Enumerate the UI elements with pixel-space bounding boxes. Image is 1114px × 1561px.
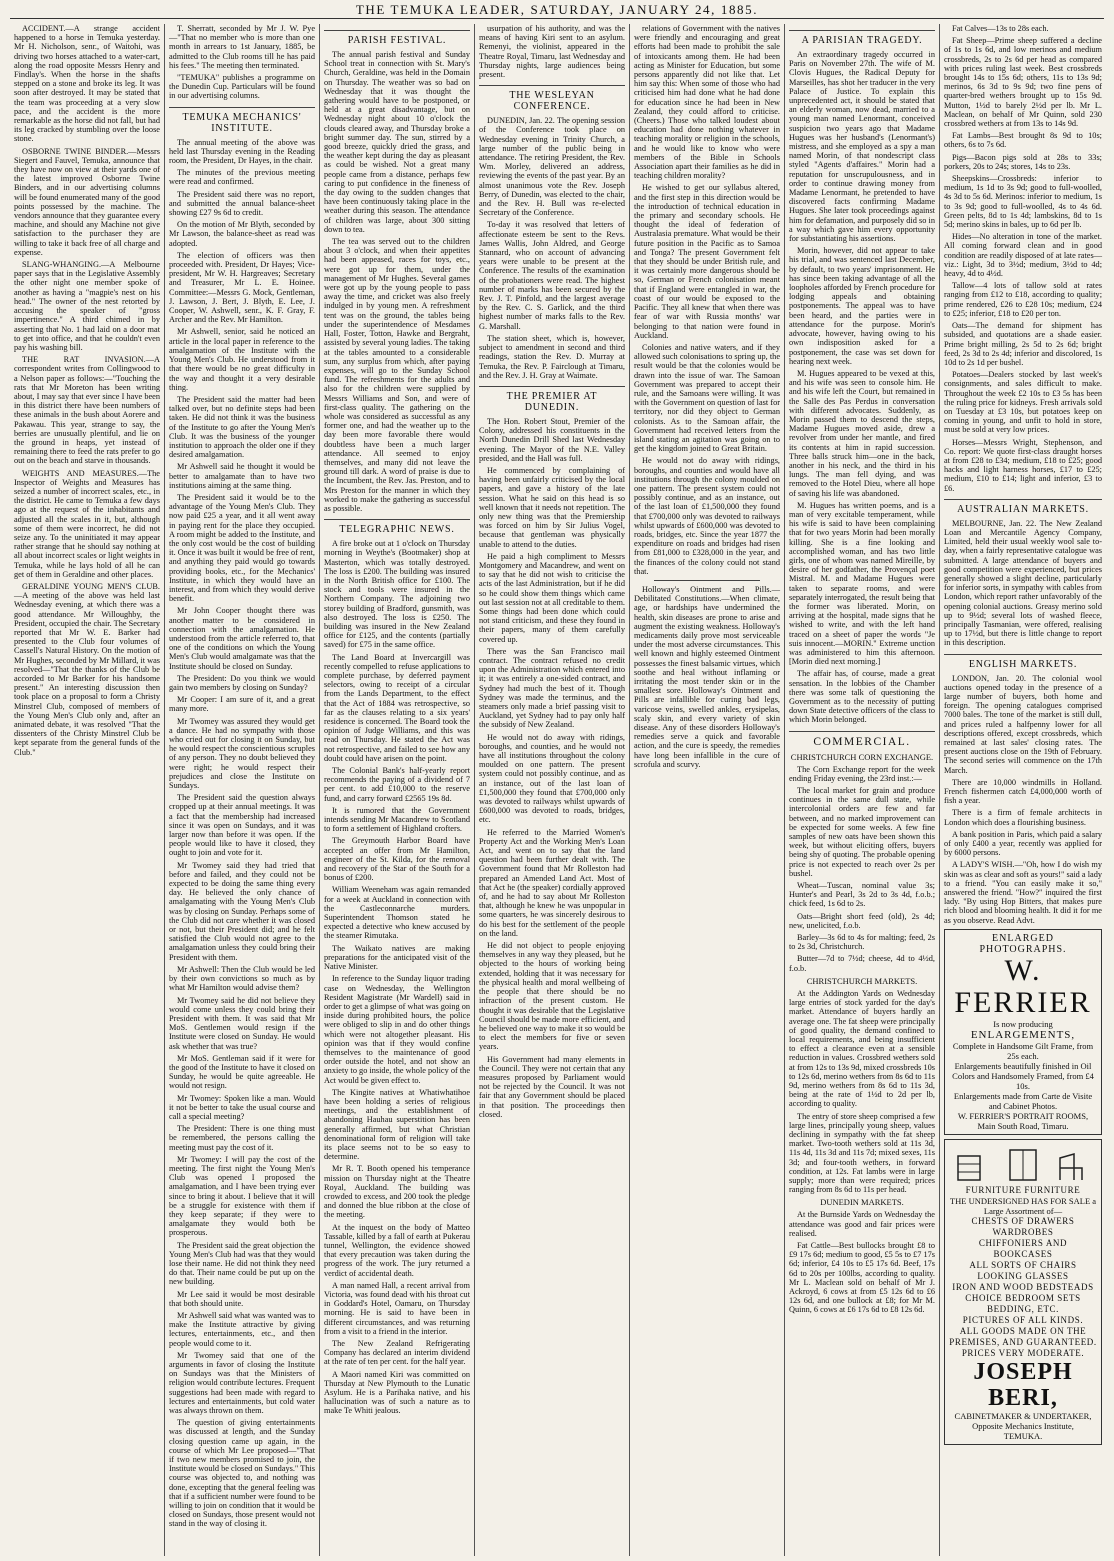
furniture-illustration <box>948 1143 1098 1185</box>
ad-line: Enlargements made from Carte de Visite and Cabinet Photos. <box>953 1090 1093 1111</box>
ad-line: Enlargements beautifully finished in Oil Colors and Handsomely Framed, from £4 10s. <box>952 1060 1094 1091</box>
paragraph: The President said the question always cropped up at their annual meetings. It was a fact that the membership had increased since it was open on Sundays, and it was larger now than before it was open. If the people would like to have it closed, they ought to join and vote for it. <box>169 793 315 858</box>
paragraph: Morin, however, did not appear to take his trial, and was sentenced last December, by default, to two years' imprisonment. He has since been taking advantage of all the loopholes afforded by French procedure for lodging appeals and obtaining postponements. The appeal was to have been heard, and the parties were in attendance for the purpose. Morin's advocate, however, having owing to his own indisposition asked for a postponement, the case was set down for hearing next week. <box>789 246 935 366</box>
paragraph: SLANG-WHANGING.—A Melbourne paper says that in the Legislative Assembly the other night one member spoke of another as having a "magpie's nest on his head." The owner of the nest retorted by accusing the speaker of "gross impertinence." A third chimed in by asserting that No. 1 had laid on a door mat to get into office, and that he couldn't even pay his washing bill. <box>14 260 160 352</box>
ad-line: Main South Road, Timaru. <box>977 1120 1069 1131</box>
paragraph: usurpation of his authority, and was the means of having Kiri sent to an asylum. Remenyi, the violinist, appeared in the Theatre Royal, Timaru, last Wednesday and Thursday nights, large audiences being present. <box>479 24 625 80</box>
paragraph: GERALDINE YOUNG MEN'S CLUB.—A meeting of the above was held last Wednesday evening, at which there was a good attendance. Mr Willoughby, the President, occupied the chair. The Secretary reported that Mr W. E. Barker had presented to the Club four volumes of Cassell's Natural History. On the motion of Mr Hughes, seconded by Mr Millard, it was resolved—"That the thanks of the Club be accorded to Mr Barker for his handsome present." An interesting discussion then took place on a proposal to form a Christy Minstrel Club, composed of members of the Young Men's Club only and, after an animated debate, it was resolved "That the dissenters of the Christy Minstrel Club be kept separate from the general funds of the Club." <box>14 581 160 757</box>
ad-line: ENLARGEMENTS, <box>970 1028 1076 1041</box>
ad-guarantee: ALL GOODS MADE ON THE PREMISES, AND GUARANTEED. <box>949 1325 1097 1347</box>
masthead <box>10 2 1104 19</box>
paragraph: Fat Lambs—Best brought 8s 9d to 10s; others, 6s to 7s 6d. <box>944 131 1102 150</box>
paragraph: At the Addington Yards on Wednesday large entries of stock yarded for the day's market. Attendance of buyers hardly an average one. The fat sheep were principally of good quality, the demand confined to local requirements, and being insufficient to effect a clearance even at a sensible reduction in values. Crossbred wethers sold at from 12s to 13s 9d, mixed crossbreds 10s to 12s 6d, merino wethers from 8s 6d to 11s 9d, merino wethers from 8s 6d to 11s 3d, being at the rate of 1½d to 2d per lb, according to quality. <box>789 988 935 1109</box>
paragraph: He wished to get our syllabus altered, and the first step in this direction would be the introduction of technical education in the primary and secondary schools. He thought the ideal of federation of Australasia premature. What would be their future position in the Pacific as to Samoa and Tonga? The present Government felt that they should be under British rule, and it was certainly more dangerous should be so, German or French colonisation meant that if England were entangled in war, the coast of our would be exposed to the Pacific. They all knew that when there was fear of war with Russia months' war belonging to that nation were found in Auckland. <box>634 183 780 340</box>
ad-town: TEMUKA. <box>1003 1430 1043 1441</box>
section-heading: TELEGRAPHIC NEWS. <box>324 519 470 535</box>
paragraph: A fire broke out at 1 o'clock on Thursday morning in Weythe's (Bootmaker) shop at Masterton, which was totally destroyed. The loss is £200. The building was insured in the North British office for £100. The stock and tools were insured in the Northern Company. The adjoining two storey building of Bradford, gunsmith, was also destroyed. The loss is £250. The building was insured in the New Zealand office for £125, and the contents (partially saved) for £75 in the same office. <box>324 539 470 650</box>
ad-prices: PRICES VERY MODERATE. <box>961 1347 1085 1358</box>
paragraph: A Maori named Kiri was committed on Thursday at New Plymouth to the Lunatic Asylum. He is a Parihaka native, and his hallucination was of such a nature as to make Te Whiti jealous. <box>324 1369 470 1416</box>
ad-heading: ENLARGED PHOTOGRAPHS. <box>979 932 1067 955</box>
paragraph: Potatoes—Dealers stocked by last week's consignments, and sales difficult to make. Throughout the week £2 10s to £3 5s has been the ruling price for kidneys. Fresh arrivals sold on Tuesday at £3 10s, but potatoes keep on coming in young, and unfit to hold in store, must be sold at very low prices. <box>944 370 1102 435</box>
paragraph: The President said it would be to the advantage of the Young Men's Club. They now paid £25 a year, and it all went away in paying rent for the place they occupied. A room might be added to the Institute, and the only cost would be the cost of building it. Once it was built it would be free of rent, and anything they paid would go towards providing books, etc., for the Mechanics' Institute, in which they would have an interest, and from which they would derive benefit. <box>169 492 315 604</box>
section-heading: TEMUKA MECHANICS' INSTITUTE. <box>169 107 315 134</box>
paragraph: Fat Calves—13s to 28s each. <box>952 24 1049 33</box>
paragraph: The President said there was no report, and submitted the annual balance-sheet showing £27 9s 6d to credit. <box>169 189 315 218</box>
paragraph: WEIGHTS AND MEASURES.—The Inspector of Weights and Measures has seized a number of incorrect scales, etc., in the district. He came to Temuka a few days ago at the request of the inhabitants and adjusted all the scales in it, but, although some of them were incorrect, he did not seize any. To the uninitiated it may appear rather strange that he should say nothing at all about incorrect scales or light weights in Temuka, while he lays hold of all he can get of them in Geraldine and other places. <box>14 468 160 579</box>
paragraph: Mr Ashwell said he thought it would be better to amalgamate than to have two institutions aiming at the same thing. <box>169 462 315 490</box>
column-5 <box>630 24 785 1556</box>
paragraph: The Greymouth Harbor Board have accepted an offer from Mr Hamilton, engineer of the St. Kilda, for the removal and recovery of the Star of the South for a bonus of £200. <box>324 836 470 883</box>
paragraph: Mr Twomey: I will pay the cost of the meeting. The first night the Young Men's Club was opened I proposed the amalgamation, and I have been trying ever since to bring it about. I believe that it will be a struggle for existence with them if they keep separate; if they were to amalgamate they would both be prosperous. <box>169 1154 315 1238</box>
paragraph: Mr Ashwell said what was wanted was to make the Institute attractive by giving lectures, entertainments, etc., and then people would come to it. <box>169 1311 315 1348</box>
ad-item: ALL SORTS OF CHAIRS <box>969 1259 1077 1270</box>
paragraph: At the inquest on the body of Matteo Tassable, killed by a fall of earth at Pukerau tunnel, Wellington, the evidence showed that every precaution was taken during the progress of the work. The jury returned a verdict of accidental death. <box>324 1222 470 1278</box>
paragraph: Oats—The demand for shipment has subsided, and quotations are a shade easier. Prime bright milling, 2s 5d to 2s 6d; bright feed, 2s 3d to 2s 4d; inferior and discolored, 1s 10d to 2s 1d per bushel. <box>944 321 1102 367</box>
paragraph: Wheat—Tuscan, nominal value 3s; Hunter's and Pearl, 3s 2d to 3s 4d, f.o.b.; chick feed, 1s 6d to 2s. <box>789 881 935 909</box>
paragraph: The President: There is one thing must be remembered, the persons calling the meeting must pay the cost of it. <box>169 1124 315 1152</box>
paragraph: Sheepskins—Crossbreds: inferior to medium, 1s 1d to 3s 9d; good to full-woolled, 4s 3d to 5s 6d. Merinos: inferior to medium, 1s to 3s 9d; good to full-woolled, 4s to 4s 6d. Green pelts, 8d to 1s 4d; lambskins, 8d to 1s 5d; merino skins in bales, up to 6d per lb. <box>944 174 1102 230</box>
column-3 <box>320 24 475 1556</box>
paragraph: Mr Twomey said they had tried that before and failed, and they could not be expected to be doing the same thing every day. He believed the only chance of amalgamating with the Young Men's Club was by closing on Sunday. Perhaps some of the Club did not care whether it was closed or not, but their President did; and he felt satisfied the Club would not agree to the amalgamation unless they could bring their President with them. <box>169 860 315 962</box>
paragraph: The President said the matter had been talked over, but no definite steps had been taken. He did not think it was the business of the Institute to go after the Young Men's Club. It was the business of the younger institution to approach the older one if they desired amalgamation. <box>169 394 315 460</box>
paragraph: The annual meeting of the above was held last Thursday evening in the Reading room, the President, Dr Hayes, in the chair. <box>169 137 315 166</box>
subheading: DUNEDIN MARKETS. <box>820 1197 904 1208</box>
paragraph: Mr Lee said it would be most desirable that both should unite. <box>169 1289 315 1308</box>
masthead-title: THE TEMUKA LEADER, SATURDAY, JANUARY 24, 1885. <box>355 2 759 17</box>
section-heading: AUSTRALIAN MARKETS. <box>944 499 1102 515</box>
paragraph: THE RAT INVASION.—A correspondent writes from Collingwood to a Nelson paper as follows:—"Touching the rats that Mr Moreton has been writing about, I may say that ever since I have been in this district there have been numbers of these animals in the bush about Aorere and Pakawau. This year, strange to say, the berries are unusually plentiful, and lie on the ground in heaps, yet instead of remaining there to feed the rats prefer to go out on the beach and starve in thousands. <box>14 355 160 466</box>
paragraph: Mr Ashwell, senior, said he noticed an article in the local paper in reference to the amalgamation of the Institute with the Young Men's Club. He understood from it that there would be no great difficulty in the way and thought it a very desirable thing. <box>169 327 315 392</box>
ad-line: W. FERRIER'S PORTRAIT ROOMS, <box>957 1110 1089 1121</box>
paragraph: There was the San Francisco mail contract. The contract refused no credit upon the Administration which entered into it; it was entirely a one-sided contract, and Sydney had much the best of it. Though Sydney was made the terminus, and the steamers only made a brief passing visit to Auckland, yet Sydney had to pay only half the subsidy of New Zealand. <box>479 646 625 730</box>
paragraph: The Hon. Robert Stout, Premier of the Colony, addressed his constituents in the North Dunedin Drill Shed last Wednesday evening. The Mayor of the N.E. Valley presided, and the Hall was full. <box>479 416 625 463</box>
paragraph: Colonies and native waters, and if they allowed such colonisations to spring up, the result would be that the colonies would be drawn into the issue of war. The Samoan Government was prepared to accept their rule, and the Samoans were willing. It was with the Government on question of last for territory, nor did they object to German colonists. As to the Samoan affair, the Government had received letters from the island stating an agitation was going on to get the kingdom joined to Great Britain. <box>634 342 780 454</box>
ad-address: Opposite Mechanics Institute, <box>972 1420 1074 1431</box>
photo-advertisement <box>944 929 1102 1135</box>
paragraph: The annual parish festival and Sunday School treat in connection with St. Mary's Church, Geraldine, was held in the Domain on Thursday. The weather was so bad on Wednesday that it was thought the gathering would have to be postponed, or held at a great disadvantage, but on Wednesday night about 10 o'clock the clouds cleared away, and Thursday broke a bright summer day. The sun, stirred by a good breeze, quickly dried the grass, and the weather kept during the day as pleasant as could be wished. Not a great many people came from a distance, perhaps few caring to put confidence in the fineness of the day owing to the sudden changes that have been continuously taking place in the weather during this season. The attendance of children was large, about 300 sitting down to tea. <box>324 50 470 234</box>
paragraph: Mr R. T. Booth opened his temperance mission on Thursday night at the Theatre Royal, Auckland. The building was crowded to excess, and 200 took the pledge and donned the blue ribbon at the close of the meeting. <box>324 1164 470 1220</box>
section-heading: ENGLISH MARKETS. <box>944 654 1102 670</box>
paragraph: M. Hugues appeared to be vexed at this, and his wife was seen to console him. He and his wife left the Court, but remained in the Salle des Pas Perdus in conversation with different advocates. Suddenly, as Morin passed them to descend the steps, Madame Hugues moved aside, drew a revolver from under her mantle, and fired its contents at him in rapid succession. Three balls struck him—one in the back, another in his neck, and the third in his lungs. The man fell dying, and was removed to the Hotel Dieu, where all hope of saving his life was abandoned. <box>789 368 935 498</box>
ad-item: PICTURES OF ALL KINDS. <box>962 1314 1084 1325</box>
paragraph: Mr Twomey said he did not believe they would come unless they could bring their President with them. It was said that Mr MoS. Gentlemen would resign if the Institute were closed on Sunday. He would ask whether that was true? <box>169 995 315 1051</box>
paragraph: The local market for grain and produce continues in the same dull state, while intercolonial orders are few and far between, and no marked improvement can be expected for some weeks. A few fine samples of new oats have been shown this week, but without eliciting offers, buyers being shy of quoting. The probable opening price is not expected to reach over 2s per bushel. <box>789 786 935 878</box>
subheading: CHRISTCHURCH CORN EXCHANGE. <box>790 751 934 762</box>
divider <box>654 580 760 581</box>
ad-item: BEDDING, ETC. <box>986 1303 1060 1314</box>
paragraph: Mr Twomey said that one of the arguments in favor of closing the Institute on Sundays was that the Ministers of religion would contribute lectures. Frequent suggestions had been made with regard to lectures and entertainments, but cold water was always thrown on them. <box>169 1350 315 1416</box>
paragraph: LONDON, Jan. 20. The colonial wool auctions opened today in the presence of a large number of buyers, both home and foreign. The opening catalogues comprised 7000 bales. The tone of the market is still dull, and prices ruled a halfpenny lower for all descriptions offered, except crossbreds, which remained at last sales' closing rates. The present auctions close on the 19th of February. The second series will commence on the 17th March. <box>944 673 1102 775</box>
paragraph: He referred to the Married Women's Property Act and the Working Men's Loan Act, and went on to say that the land question had been further dealt with. The Government found that Mr Rolleston had prepared an Amended Land Act. Most of that Act he (the speaker) cordially approved of, and he had to say about Mr Rolleston that, although he knew he was unpopular in some quarters, he was sincerely desirous to do his best for the settlement of the people on the land. <box>479 827 625 938</box>
paragraph: Mr MoS. Gentleman said if it were for the good of the Institute to have it closed on Sunday, he would be quite agreeable. He would not resign. <box>169 1053 315 1091</box>
paragraph: "TEMUKA" publishes a programme on the Dunedin Cup. Particulars will be found in our advertising columns. <box>169 73 315 101</box>
ad-item: IRON AND WOOD BEDSTEADS <box>952 1281 1094 1292</box>
column-2 <box>165 24 320 1556</box>
ad-trade: CABINETMAKER & UNDERTAKER, <box>954 1410 1092 1421</box>
ad-item: CHESTS OF DRAWERS <box>971 1215 1075 1226</box>
paragraph: Fat Sheep—Prime sheep suffered a decline of 1s to 1s 6d, and low merinos and medium crossbreds, 2s to 2s 6d per head as compared with prices ruling last week. Best crossbreds brought 14s to 15s 6d; others, 11s to 13s 9d; merinos, 6s 3d to 9s 9d; two fine pens of quarter-bred wethers brought up to 15s 9d. Mutton, 1½d to barely 2½d per lb. Mr L. Maclean, on behalf of Mr Quinn, sold 230 crossbred wethers at from 13s to 14s 9d. <box>944 36 1102 129</box>
paragraph: OSBORNE TWINE BINDER.—Messrs Siegert and Fauvel, Temuka, announce that they have now on view at their yards one of the latest improved Osborne Twine Binders, and in our advertising columns will be found enumerated many of the good points possessed by the machine. The vendors announce that they guarantee every machine, and should any Machine not give satisfaction to the purchaser they are willing to take it back free of all charge and expense. <box>14 146 160 257</box>
paragraph: Mr Twomey was assured they would get a dance. He had no sympathy with those who cried out for closing it on Sunday, but he would respect the conscientious scruples of any person. They no doubt believed they were right; he would respect their prejudices and close the Institute on Sundays. <box>169 716 315 791</box>
paragraph: In reference to the Sunday liquor trading case on Wednesday, the Wellington Resident Magistrate (Mr Wardell) said in order to get a glimpse of what was going on inside during prohibited hours, the police were obliged to slip in and do other things which were not altogether pleasant. His opinion was that if they would confine themselves to the maintenance of good order outside the hotel, and not show an anxiety to go inside, the whole policy of the Act would be given effect to. <box>324 974 470 1085</box>
paragraph: An extraordinary tragedy occurred in Paris on November 27th. The wife of M. Clovis Hugues, the Radical Deputy for Marseilles, has shot her traducer in the very Palace of Justice. To explain this unprecedented act, it should be stated that an elderly woman, now dead, married to a young man named Lenormant, conceived suspicion two years ago that Madame Hugues was her husband's (Lenormant's) mistress, and she employed as a spy a man named Morin, of that nondescript class styled "Agents d'affaires." Morin had a reputation for unscrupulousness, and in order to continue drawing money from Madame Lenormant, he pretended to have discovered facts confirming Madame Hugues. She later took proceedings against him for defamation, and purposely did so in a way which gave him every opportunity for substantiating his assertions. <box>789 50 935 244</box>
paragraph: The Kingite natives at Whatiwhatihoe have been holding a series of religious meetings, and the establishment of abandoning Hauhau superstition has been generally affirmed, but what Christian denominational form of religion will take its place seems not to be so easy to determine. <box>324 1087 470 1162</box>
paragraph: Tallow—4 lots of tallow sold at rates ranging from £12 to £18, according to quality; prime rendered, £26 to £28 10s; medium, £24 to £25; inferior, £18 to £20 per ton. <box>944 281 1102 318</box>
paragraph: He did not object to people enjoying themselves in any way they pleased, but he objected to the hours of working being extended, holding that it was necessary for the physical health and moral wellbeing of the people that there should be no infraction of the present custom. He thought it was desirable that the Legislative Council should be made more efficient, and he believed one way to make it so would be to elect the members for five or seven years. <box>479 941 625 1052</box>
ad-item: WARDROBES <box>992 1226 1054 1237</box>
paragraph: He commenced by complaining of having been unfairly criticised by the local papers, and gave a history of the late session. What he said on this head is so well known that it needs not repetition. The only new thing was that the Premiership was forced on him by Sir Julius Vogel, because that gentleman was physically unable to attend to the duties. <box>479 465 625 549</box>
paragraph: M. Hugues has written poems, and is a man of very excitable temperament, while his wife is said to have been complaining that for two years Morin had been morally killing. She is a fine looking and accomplished woman, and has two little girls, one of whom was named Mireille, by desire of her godfather, the Provençal poet Mistral. M. and Madame Hugues were taken to separate rooms, and were separately interrogated, the result being that the former was liberated. Morin, on arriving at the hospital, made signs that he wished to write, and with the left hand traced on a sheet of paper the words "Je suis innocent.—MORIN." Extreme unction was administered to him this afternoon. [Morin died next morning.] <box>789 500 935 667</box>
paragraph: DUNEDIN, Jan. 22. The opening session of the Conference took place on Wednesday evening in Trinity Church, a large number of the public being in attendance. The retiring President, the Rev. Wm. Morley, delivered an address, reviewing the events of the past year. By an almost unanimous vote the Rev. Joseph Berry, of Dunedin, was elected to the chair, and the Rev. H. Bull was re-elected Secretary of the Conference. <box>479 116 625 218</box>
ad-advertiser-name: W. FERRIER <box>954 953 1092 1019</box>
paragraph: A LADY'S WISH.—"Oh, how I do wish my skin was as clear and soft as yours!" said a lady to a friend. "You can easily make it so," answered the friend. "How?" inquired the first lady. "By using Hop Bitters, that makes pure rich blood and blooming health. It did it for me as you observe. Read Advt. <box>944 860 1102 925</box>
paragraph: Oats—Bright short feed (old), 2s 4d; new, unelicited, f.o.b. <box>789 911 935 930</box>
section-heading: A PARISIAN TRAGEDY. <box>789 30 935 46</box>
paragraph: He would not do away with ridings, boroughs, and counties, and he would not have all institutions throughout the colony moulded on one pattern. The present system could not possibly continue, and as an instance, out of the last loan of £1,500,000 they found that £700,000 only was devoted to railways whilst upwards of £600,000 was devoted to roads, bridges, etc. <box>479 732 625 825</box>
paragraph: The minutes of the previous meeting were read and confirmed. <box>169 168 315 187</box>
ad-item: CHIFFONIERS AND BOOKCASES <box>978 1237 1068 1259</box>
paragraph: At the Burnside Yards on Wednesday the attendance was good and fair prices were realised. <box>789 1210 935 1238</box>
paragraph: The President: Do you think we would gain two members by closing on Sunday? <box>169 673 315 692</box>
paragraph: The Colonial Bank's half-yearly report recommends the paying of a dividend of 7 per cent. to add £10,000 to the reserve fund, and carry forward £2565 19s 8d. <box>324 766 470 803</box>
columns <box>10 24 1106 1556</box>
paragraph: It is rumored that the Government intends sending Mr Macandrew to Scotland to form a settlement of Highland crofters. <box>324 805 470 834</box>
paragraph: To-day it was resolved that letters of affectionate esteem be sent to the Revs. James Wallis, John Aldred, and George Stannard, who on account of advancing years were unable to be present at the Conference. The results of the examination of the probationers were read. The highest number of marks has been secured by the Rev. J. T. Pinfold, and the largest average by the Rev. C. S. Garlick, and the third highest number of marks falls to the Rev. G. Marshall. <box>479 220 625 331</box>
paragraph: The affair has, of course, made a great sensation. In the lobbies of the Chamber there was some talk of questioning the Government as to the necessity of putting down State detective officers of the class to which Morin belonged. <box>789 669 935 725</box>
paragraph: Mr Cooper: I am sure of it, and a great many more. <box>169 695 315 714</box>
paragraph: His Government had many elements in the Council. They were not certain that any measures proposed by Parliament would not be rejected by the Council. It was not fair that any Government should be placed in that position. The proceedings then closed. <box>479 1054 625 1119</box>
column-1 <box>10 24 165 1556</box>
paragraph: A man named Hall, a recent arrival from Victoria, was found dead with his throat cut in Goddard's Hotel, Oamaru, on Thursday morning. He is said to have been in different circumstances, and was returning from a visit to a friend in the interior. <box>324 1280 470 1336</box>
paragraph: T. Sherratt, seconded by Mr J. W. Pye—"That no member who is more than one month in arrears to 1st January, 1885, be admitted to the Club rooms till he has paid his fees." The meeting then terminated. <box>169 24 315 70</box>
paragraph: A bank position in Paris, which paid a salary of only £400 a year, recently was applied for by 6000 persons. <box>944 829 1102 858</box>
paragraph: Mr Ashwell: Then the Club would be led by their own convictions so much as by what Mr Hamilton would advise them? <box>169 964 315 993</box>
section-heading: PARISH FESTIVAL. <box>324 30 470 46</box>
paragraph: Horses—Messrs Wright, Stephenson, and Co. report: We quote first-class draught horses at from £28 to £34; medium, £18 to £25; good hacks and light harness horses, £17 to £25; medium, £10 to £14; light and inferior, £3 to £6. <box>944 437 1102 493</box>
column-6 <box>785 24 940 1556</box>
paragraph: Mr John Cooper thought there was another matter to be considered in connection with the amalgamation. He understood from the article referred to, that one of the conditions on which the Young Men's Club would amalgamate was that the Institute should be closed on Sunday. <box>169 606 315 671</box>
paragraph: He paid a high compliment to Messrs Montgomery and Macandrew, and went on to say that he did not wish to criticise the acts of the last Administration, but if he did so he could show them things which came out last session not at all creditable to them. Some things had been done which could not stand criticism, and these they found in their papers, many of them carefully covered up. <box>479 551 625 644</box>
paragraph: William Weeneham was again remanded for a week at Auckland in connection with the Castleconnarche murders. Superintendent Thomson stated he expected a detective who knew accused by the steamer Rimutaka. <box>324 885 470 941</box>
paragraph: The station sheet, which is, however, subject to amendment in second and third readings, station the Rev. D. Murray at Temuka, the Rev. P. Fairclough at Timaru, and the Rev. J. H. Gray at Waimate. <box>479 333 625 380</box>
paragraph: The election of officers was then proceeded with. President, Dr Hayes; Vice-president, Mr W. H. Hargreaves; Secretary and Treasurer, Mr L. E. Hoinee. Committee:—Messrs G. Mock, Gentleman, J. Lawson, J. Bert, J. Blyth, E. Lee, J. Cooper, W. Ashwell, senr., K. F. Gray, F. Archer and the Rev. Mr Hamilton. <box>169 250 315 325</box>
paragraph: The entry of store sheep comprised a few large lines, principally young sheep, values declining in sympathy with the fat sheep market. Two-tooth wethers sold at 11s 3d, 11s 4d, 11s 3d and 11s 7d; mixed sexes, 11s 3d; and four-tooth wethers, in forward condition, at 12s. Fat lambs were in large supply; more than were required; prices ranging from 8s 6d to 11s per head. <box>789 1111 935 1195</box>
paragraph: The question of giving entertainments was discussed at length, and the Sunday closing question came up again, in the course of which Mr Lee proposed—"That if two new members promised to join, the Institute would be closed on Sundays." This course was objected to, and nothing was done, excepting that the general feeling was that if a sufficient number were found to be willing to join on condition that it would be closed on Sundays, those present would not stand in the way of closing it. <box>169 1418 315 1529</box>
subheading: CHRISTCHURCH MARKETS. <box>806 975 918 986</box>
paragraph: ACCIDENT.—A strange accident happened to a horse in Temuka yesterday. Mr H. Nicholson, senr., of Waitohi, was driving two horses attached to a water-cart, along the road opposite Messrs Henry and Findlay's. When the horse in the shafts stepped on a stone and broke its leg. It was soon after destroyed. It may be stated that the team was proceeding at a very slow pace, and the accident is the more remarkable as the horse did not fall, but had its leg cracked by stumbling over the loose stone. <box>14 24 160 144</box>
section-heading: THE PREMIER AT DUNEDIN. <box>479 386 625 413</box>
paragraph: Hides—No alteration in tone of the market. All coming forward clean and in good condition are readily disposed of at late rates—viz.: Light, 3d to 3½d; medium, 3½d to 4d; heavy, 4d to 4½d. <box>944 232 1102 279</box>
holloway-advertisement: Holloway's Ointment and Pills.—Debilitated Constitutions.—When climate, age, or hardships have undermined the health, skin diseases are prone to arise and augment the existing weakness. Holloway's medicaments daily prove most serviceable under the most adverse circumstances. This well known and highly esteemed Ointment possesses the finest balsamic virtues, which soothe and heal without inflaming or irritating the most tender skin or in the smallest sore. Holloway's Ointment and Pills are infallible for curing bad legs, varicose veins, swelled ankles, erysipelas, scaly skin, and every variety of skin disease. Any of these disorders Holloway's remedies serve a quick and favorable action, and the cure is speedy, the remedies have long been infallible in the cure of scrofula and scurvy. <box>634 584 780 769</box>
section-heading: THE WESLEYAN CONFERENCE. <box>479 85 625 112</box>
ad-advertiser-name: JOSEPH BERI, <box>973 1358 1073 1411</box>
paragraph: The Waikato natives are making preparations for the anticipated visit of the Native Minister. <box>324 943 470 972</box>
paragraph: The Land Board at Invercargill was recently compelled to refuse applications to complete purchase, by deferred payment selectors, owing to receipt of a circular from the Lands Department, to the effect that the Act of 1884 was retrospective, so far as the clauses relating to a six years' residence is concerned. The Board took the opinion of Judge Williams, and this was read on Thursday. He stated the Act was not retrospective, and failed to see how any doubt could have arisen on the point. <box>324 652 470 763</box>
paragraph: Mr Twomey: Spoken like a man. Would it not be better to take the usual course and call a special meeting? <box>169 1093 315 1121</box>
paragraph: On the motion of Mr Blyth, seconded by Mr Lawson, the balance-sheet as read was adopted. <box>169 220 315 248</box>
column-7 <box>940 24 1106 1556</box>
paragraph: Barley—3s 6d to 4s for malting; feed, 2s to 2s 3d, Christchurch. <box>789 933 935 952</box>
paragraph: The Corn Exchange report for the week ending Friday evening, the 23rd inst.:— <box>789 764 935 783</box>
ad-intro: THE UNDERSIGNED HAS FOR SALE a Large Assortment of— <box>949 1195 1097 1216</box>
ad-item: LOOKING GLASSES <box>977 1270 1069 1281</box>
paragraph: relations of Government with the natives were friendly and encouraging and great efforts had been made to prohibit the sale of intoxicants among them. He had been acting as Minister for Education, but some persons apparently did not like that. Let him say this: When some of those who had criticised him had done what he had done for education since he had been in New Zealand, they could afford to criticise. (Cheers.) Those who talked loudest about education had done nothing whatever in teaching morality or religion in the schools, and he would like to know who were members of the Bible in Schools Association apart their families as he did in teaching children morality? <box>634 24 780 181</box>
ad-title: FURNITURE FURNITURE <box>965 1184 1081 1195</box>
paragraph: The President said the great objection the Young Men's Club had was that they would lose their name. He did not think they need do that. Their name could be put up on the new building. <box>169 1240 315 1287</box>
ad-item: CHOICE BEDROOM SETS <box>965 1292 1081 1303</box>
paragraph: Butter—7d to 7½d; cheese, 4d to 4½d, f.o.b. <box>789 954 935 973</box>
ad-line: Is now producing <box>993 1018 1053 1029</box>
column-4 <box>475 24 630 1556</box>
paragraph: There are 10,000 windmills in Holland. French fishermen catch £4,000,000 worth of fish a year. <box>944 777 1102 806</box>
paragraph: He would not do away with ridings, boroughs, and counties and would have all institutions through the colony moulded on one pattern. The present system could not possibly continue, and as an instance, out of the last loan of £1,500,000 they found that £700,000 only was devoted to railways whilst upwards of £600,000 was devoted to roads, bridges, etc. Since the year 1877 the expenditure on roads and bridges had risen from £81,000 to £328,000 in the year, and the finances of the colony could not stand that. <box>634 456 780 576</box>
paragraph: Fat Cattle—Best bullocks brought £8 to £9 17s 6d; medium to good, £5 5s to £7 17s 6d; inferior, £4 10s to £5 17s 6d. Beef, 17s 6d to 20s per 100lbs, according to quality. Mr L. Maclean sold on behalf of Mr J. Ackroyd, 6 cows at from £5 12s 6d to £6 12s 6d, and one bullock at £8; for Mr M. Quinn, 6 cows at £6 17s 6d to £8 12s 6d. <box>789 1240 935 1315</box>
paragraph: MELBOURNE, Jan. 22. The New Zealand Loan and Mercantile Agency Company, Limited, held their usual weekly wool sale to-day, when a fairly representative catalogue was submitted. A large attendance of buyers and good competition were experienced, but prices generally showed a slight decline, particularly for inferior sorts, in sympathy with cables from London, which report rather unfavorably of the opening colonial auctions. Greasy merino sold up to 9½d; several lots of washed fleece, principally Tasmanian, were offered, realising up to 17½d, but there is little change to report in this description. <box>944 518 1102 648</box>
paragraph: The tea was served out to the children about 3 o'clock, and when their appetites had been appeased, races for toys, etc., were got up for them, under the management of Mr Hughes. Several games were got up by the young people to pass away the time, and cricket was also freely indulged in by young men. A refreshment tent was on the ground, the tables being under the superintendence of Mesdames Hall, Foster, Totton, Hawke and Bergraht, assisted by several young ladies. The taking at the tables amounted to a considerable sum, any surplus from which, after paying expenses, will go to the Sunday School fund. The refreshments for the adults and also for the children were supplied by Messrs Williams and Son, and were of first-class quality. The gathering on the whole was considered as successful as any former one, and had the weather up to the day been more favorable there would doubtless have been a much larger attendance. All seemed to enjoy themselves, and many did not leave the ground till dark. A word of praise is due to the Incumbent, the Rev. Jas. Preston, and to Mrs Preston for the manner in which they worked to make the gathering as successful as possible. <box>324 237 470 513</box>
paragraph: Pigs—Bacon pigs sold at 28s to 33s; porkers, 20s to 24s; stores, 14s to 23s. <box>944 152 1102 171</box>
section-heading: COMMERCIAL. <box>789 731 935 748</box>
furniture-advertisement <box>944 1139 1102 1445</box>
paragraph: There is a firm of female architects in London which does a flourishing business. <box>944 808 1102 827</box>
paragraph: The New Zealand Refrigerating Company has declared an interim dividend at the rate of ten per cent. for the half year. <box>324 1339 470 1367</box>
ad-line: Complete in Handsome Gilt Frame, from 25s each. <box>952 1040 1094 1061</box>
